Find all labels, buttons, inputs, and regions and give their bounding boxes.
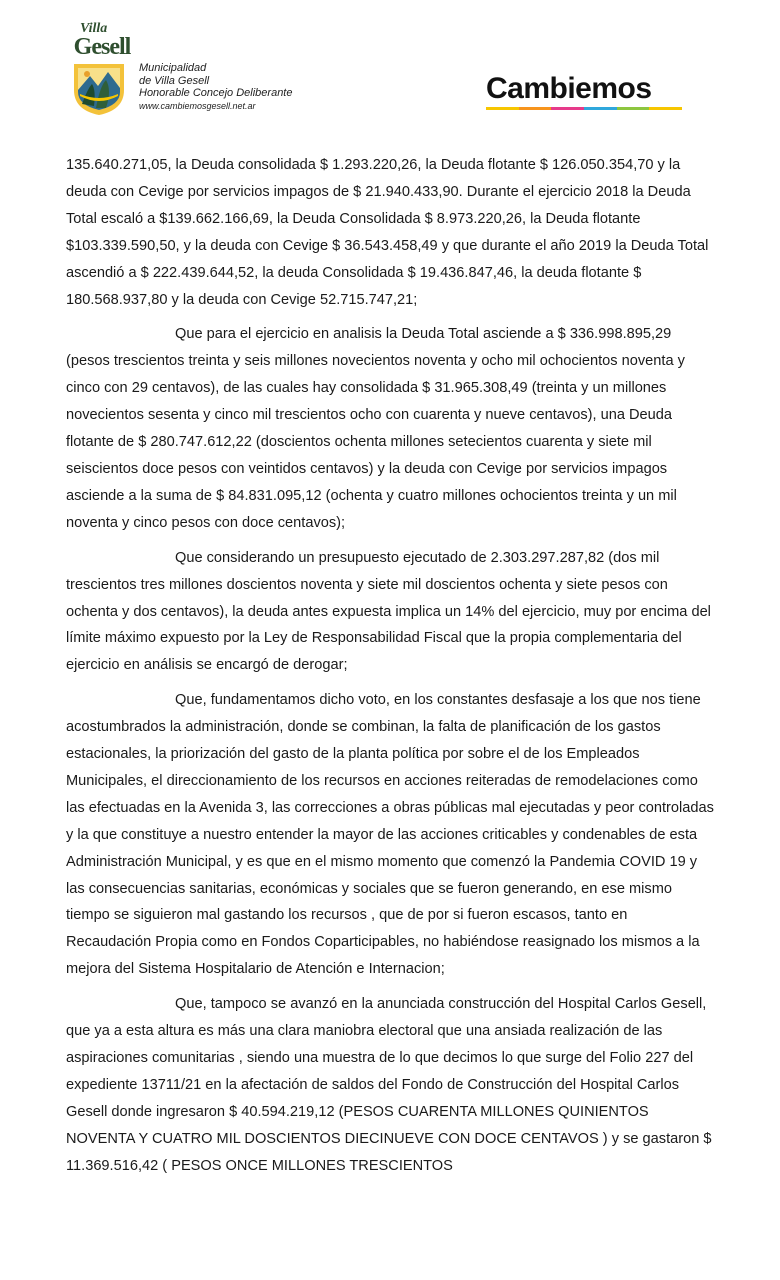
brand-name: Cambiemos bbox=[486, 72, 652, 105]
brand-bar-segment bbox=[584, 107, 617, 110]
logo-line-1: Villa bbox=[80, 21, 108, 36]
brand-color-bar bbox=[486, 107, 682, 110]
shield-icon bbox=[70, 60, 128, 116]
brand-bar-segment bbox=[519, 107, 552, 110]
institution-line-1: Municipalidad bbox=[139, 62, 207, 74]
logo-line-2: Gesell bbox=[73, 34, 131, 60]
brand-bar-segment bbox=[486, 107, 519, 110]
institution-line-2: de Villa Gesell bbox=[139, 74, 210, 87]
paragraph-2: Que para el ejercicio en analisis la Deuda Total asciende a $ 336.998.895,29 (pesos trescientos treinta y seis millones novecientos noventa y ocho mil ochocientos noventa y cinco con 29 centavos), de las cuales hay consolidada $ 31.965.308,49 (treinta y un millones novecientos sesenta y cinco mil trescientos ocho con cuarenta y nueve centavos), una Deuda flotante de $ 280.747.612,22 (doscientos ochenta millones setecientos cuarenta y siete mil seiscientos doce pesos con veintidos centavos) y la deuda con Cevige por servicios impagos asciende a la suma de $ 84.831.095,12 (ochenta y cuatro millones ochocientos treinta y un mil noventa y cinco pesos con doce centavos); bbox=[66, 326, 685, 531]
brand-bar-segment bbox=[551, 107, 584, 110]
paragraph-4: Que, fundamentamos dicho voto, en los constantes desfasaje a los que nos tiene acostumbrados la administración, donde se combinan, la falta de planificación de los gastos estacionales, la priorización del gasto de la planta política por sobre el de los Empleados Municipales, el direccionamiento de los recursos en acciones reiteradas de remodelaciones como las efectuadas en la Avenida 3, las correcciones a obras públicas mal ejecutadas y peor controladas y la que constituye a nuestro entender la mayor de las acciones criticables y condenables de esta Administración Municipal, y es que en el mismo momento que comenzó la Pandemia COVID 19 y las consecuencias sanitarias, económicas y sociales que se fueron generando, en ese mismo tiempo se siguieron mal gastando los recursos , que de por si fueron escasos, tanto en Recaudación Propia como en Fondos Coparticipables, no habiéndose reasignado los mismos a la mejora del Sistema Hospitalario de Atención e Internacion; bbox=[66, 692, 714, 978]
brand-bar-segment bbox=[617, 107, 650, 110]
institution-line-3: Honorable Concejo Deliberante bbox=[139, 87, 293, 99]
institution-website: www.cambiemosgesell.net.ar bbox=[139, 100, 256, 111]
paragraph-5: Que, tampoco se avanzó en la anunciada construcción del Hospital Carlos Gesell, que ya a esta altura es más una clara maniobra electoral que una ansiada realización de las aspiraciones comunitarias , siendo una muestra de lo que decimos lo que surge del Folio 227 del expediente 13711/21 en la afectación de saldos del Fondo de Construcción del Hospital Carlos Gesell donde ingresaron $ 40.594.219,12 (PESOS CUARENTA MILLONES QUINIENTOS NOVENTA Y CUATRO MIL DOSCIENTOS DIECINUEVE CON DOCE CENTAVOS ) y se gastaron $ 11.369.516,42 ( PESOS ONCE MILLONES TRESCIENTOS bbox=[66, 996, 712, 1174]
paragraph-3: Que considerando un presupuesto ejecutado de 2.303.297.287,82 (dos mil trescientos tres millones doscientos noventa y siete mil doscientos ochenta y siete pesos con ochenta y dos centavos), la deuda antes expuesta implica un 14% del ejercicio, muy por encima del límite máximo expuesto por la Ley de Responsabilidad Fiscal que la propia complementaria del ejercicio en análisis se encargó de derogar; bbox=[66, 549, 711, 674]
institution-name bbox=[139, 62, 292, 112]
logo-wordmark bbox=[62, 22, 142, 59]
letterhead bbox=[0, 0, 780, 140]
cambiemos-logo bbox=[486, 72, 686, 116]
paragraph-1: 135.640.271,05, la Deuda consolidada $ 1.293.220,26, la Deuda flotante $ 126.050.354,70 y la deuda con Cevige por servicios impagos de $ 21.940.433,90. Durante el ejercicio 2018 la Deuda Total escaló a $139.662.166,69, la Deuda Consolidada $ 8.973.220,26, la Deuda flotante $103.339.590,50, y la deuda con Cevige $ 36.543.458,49 y que durante el año 2019 la Deuda Total ascendió a $ 222.439.644,52, la deuda Consolidada $ 19.436.847,46, la deuda flotante $ 180.568.937,80 y la deuda con Cevige 52.715.747,21; bbox=[66, 157, 709, 308]
villa-gesell-logo bbox=[62, 22, 142, 118]
document-body bbox=[66, 152, 714, 1180]
brand-bar-segment bbox=[649, 107, 682, 110]
